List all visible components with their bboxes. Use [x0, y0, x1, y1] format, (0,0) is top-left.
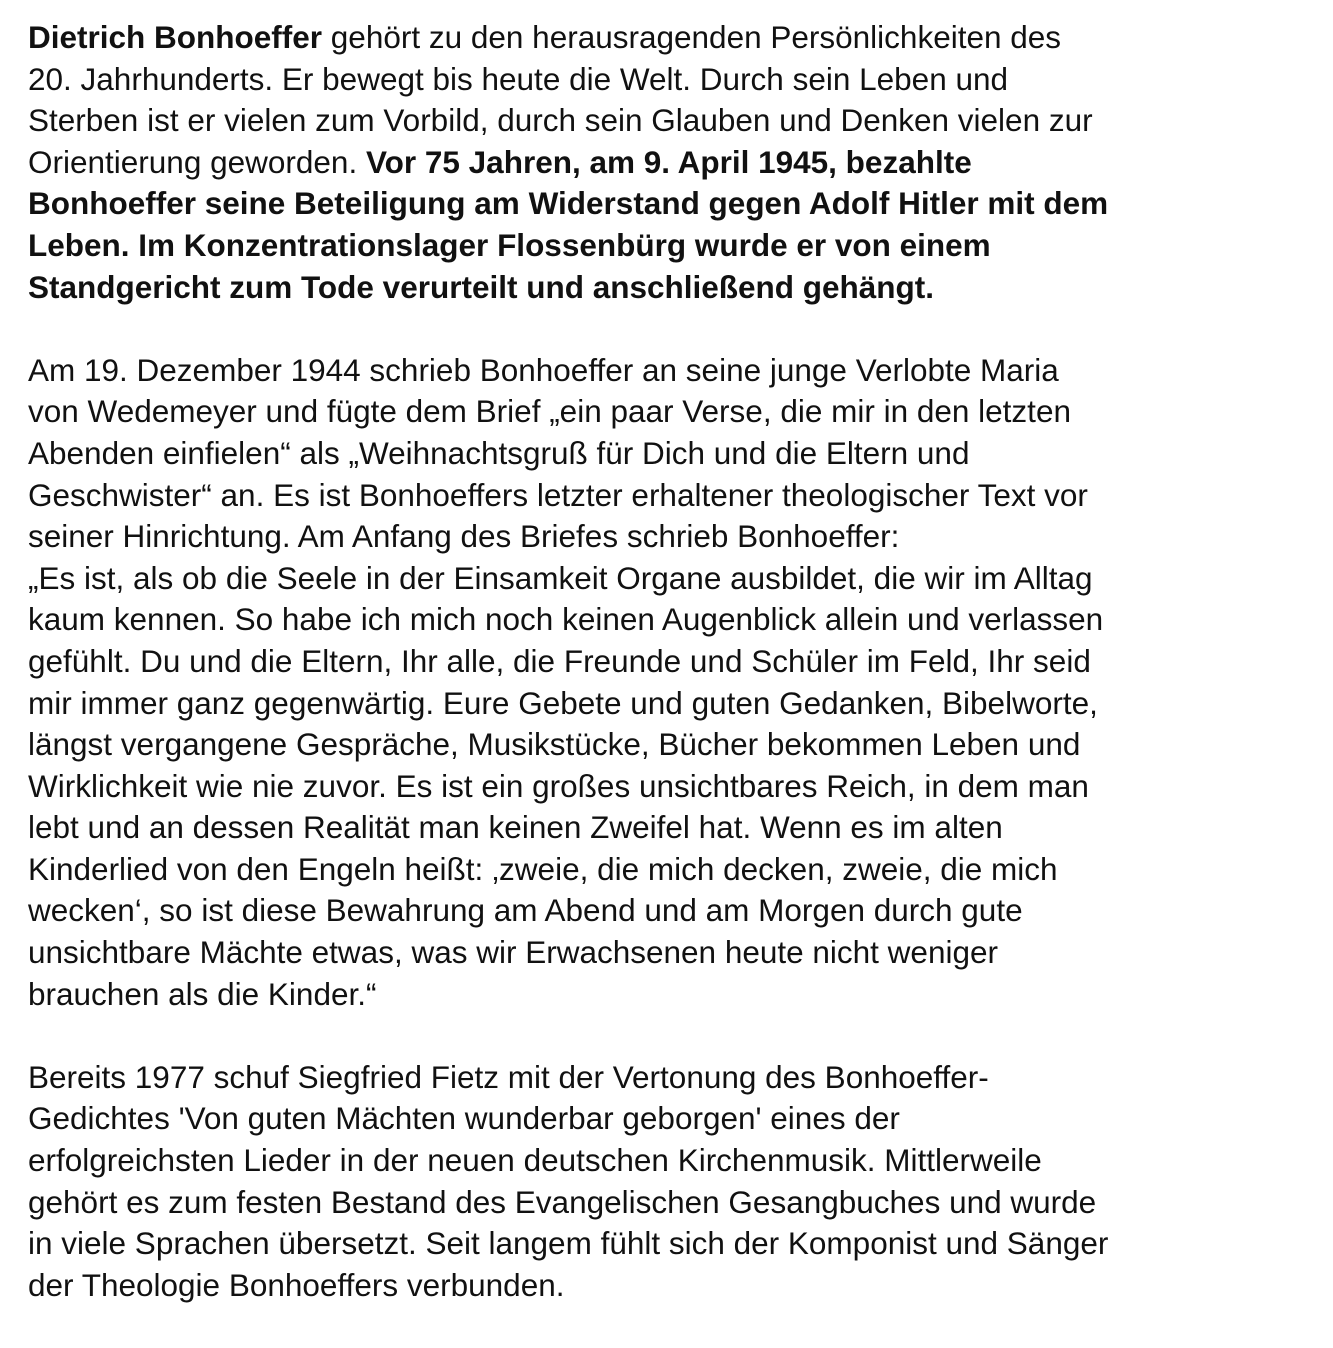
text-run: Orientierung geworden. — [28, 143, 366, 180]
text-line — [28, 142, 1318, 184]
text-run: erfolgreichsten Lieder in der neuen deutschen Kirchenmusik. Mittlerweile — [28, 1142, 1042, 1179]
text-line — [28, 516, 1318, 558]
text-line — [28, 724, 1318, 766]
text-line — [28, 599, 1318, 641]
text-run: Kinderlied von den Engeln heißt: ‚zweie, die mich decken, zweie, die mich — [28, 850, 1058, 887]
text-line — [28, 641, 1318, 683]
paragraph-3 — [28, 1057, 1318, 1307]
text-line — [28, 1265, 1318, 1307]
text-line — [28, 1057, 1318, 1099]
text-line — [28, 807, 1318, 849]
text-line — [28, 183, 1318, 225]
text-run: Geschwister“ an. Es ist Bonhoeffers letzter erhaltener theologischer Text vor — [28, 476, 1088, 513]
text-run: brauchen als die Kinder.“ — [28, 975, 377, 1012]
bold-text-run: Leben. Im Konzentrationslager Flossenbürg wurde er von einem — [28, 226, 991, 263]
text-run: gehört es zum festen Bestand des Evangelischen Gesangbuches und wurde — [28, 1183, 1097, 1220]
bold-text-run: Dietrich Bonhoeffer — [28, 19, 323, 55]
text-run: längst vergangene Gespräche, Musikstücke, Bücher bekommen Leben und — [28, 726, 1081, 763]
text-line — [28, 433, 1318, 475]
text-line — [28, 267, 1318, 309]
text-run: in viele Sprachen übersetzt. Seit langem fühlt sich der Komponist und Sänger — [28, 1225, 1109, 1262]
text-run: seiner Hinrichtung. Am Anfang des Briefes schrieb Bonhoeffer: — [28, 518, 900, 555]
text-run: kaum kennen. So habe ich mich noch keinen Augenblick allein und verlassen — [28, 601, 1104, 638]
text-run: mir immer ganz gegenwärtig. Eure Gebete und guten Gedanken, Bibelworte, — [28, 684, 1098, 721]
text-line — [28, 558, 1318, 600]
text-run: wecken‘, so ist diese Bewahrung am Abend und am Morgen durch gute — [28, 892, 1023, 929]
text-run: Bereits 1977 schuf Siegfried Fietz mit der Vertonung des Bonhoeffer- — [28, 1058, 989, 1095]
text-run: Sterben ist er vielen zum Vorbild, durch sein Glauben und Denken vielen zur — [28, 102, 1093, 139]
text-line — [28, 974, 1318, 1016]
text-line — [28, 683, 1318, 725]
bold-text-run: Standgericht zum Tode verurteilt und anschließend gehängt. — [28, 268, 935, 305]
text-run: lebt und an dessen Realität man keinen Zweifel hat. Wenn es im alten — [28, 809, 1003, 846]
text-run: der Theologie Bonhoeffers verbunden. — [28, 1266, 565, 1303]
text-run: 20. Jahrhunderts. Er bewegt bis heute die Welt. Durch sein Leben und — [28, 60, 1009, 97]
paragraph-1 — [28, 17, 1318, 308]
bold-text-run: Vor 75 Jahren, am 9. April 1945, bezahlte — [365, 143, 972, 180]
text-line — [28, 59, 1318, 101]
document-body — [28, 17, 1318, 1348]
text-run: Gedichtes 'Von guten Mächten wunderbar geborgen' eines der — [28, 1100, 900, 1137]
bold-text-run: Bonhoeffer seine Beteiligung am Widerstand gegen Adolf Hitler mit dem — [28, 185, 1109, 222]
text-line — [28, 1223, 1318, 1265]
text-run: unsichtbare Mächte etwas, was wir Erwachsenen heute nicht weniger — [28, 934, 998, 971]
text-run: Abenden einfielen“ als „Weihnachtsgruß für Dich und die Eltern und — [28, 434, 970, 471]
text-run: gehört zu den herausragenden Persönlichkeiten des — [322, 19, 1062, 55]
text-line — [28, 849, 1318, 891]
text-line — [28, 1140, 1318, 1182]
text-line — [28, 1182, 1318, 1224]
text-run: gefühlt. Du und die Eltern, Ihr alle, die Freunde und Schüler im Feld, Ihr seid — [28, 642, 1091, 679]
text-line — [28, 100, 1318, 142]
text-line — [28, 475, 1318, 517]
text-run: „Es ist, als ob die Seele in der Einsamkeit Organe ausbildet, die wir im Alltag — [28, 559, 1093, 596]
text-line — [28, 17, 1318, 59]
text-line — [28, 350, 1318, 392]
text-line — [28, 391, 1318, 433]
text-run: von Wedemeyer und fügte dem Brief „ein paar Verse, die mir in den letzten — [28, 393, 1071, 430]
text-line — [28, 766, 1318, 808]
text-line — [28, 890, 1318, 932]
paragraph-2 — [28, 350, 1318, 1016]
text-line — [28, 932, 1318, 974]
text-line — [28, 1098, 1318, 1140]
text-run: Am 19. Dezember 1944 schrieb Bonhoeffer an seine junge Verlobte Maria — [28, 351, 1059, 388]
text-run: Wirklichkeit wie nie zuvor. Es ist ein großes unsichtbares Reich, in dem man — [28, 767, 1089, 804]
text-line — [28, 225, 1318, 267]
